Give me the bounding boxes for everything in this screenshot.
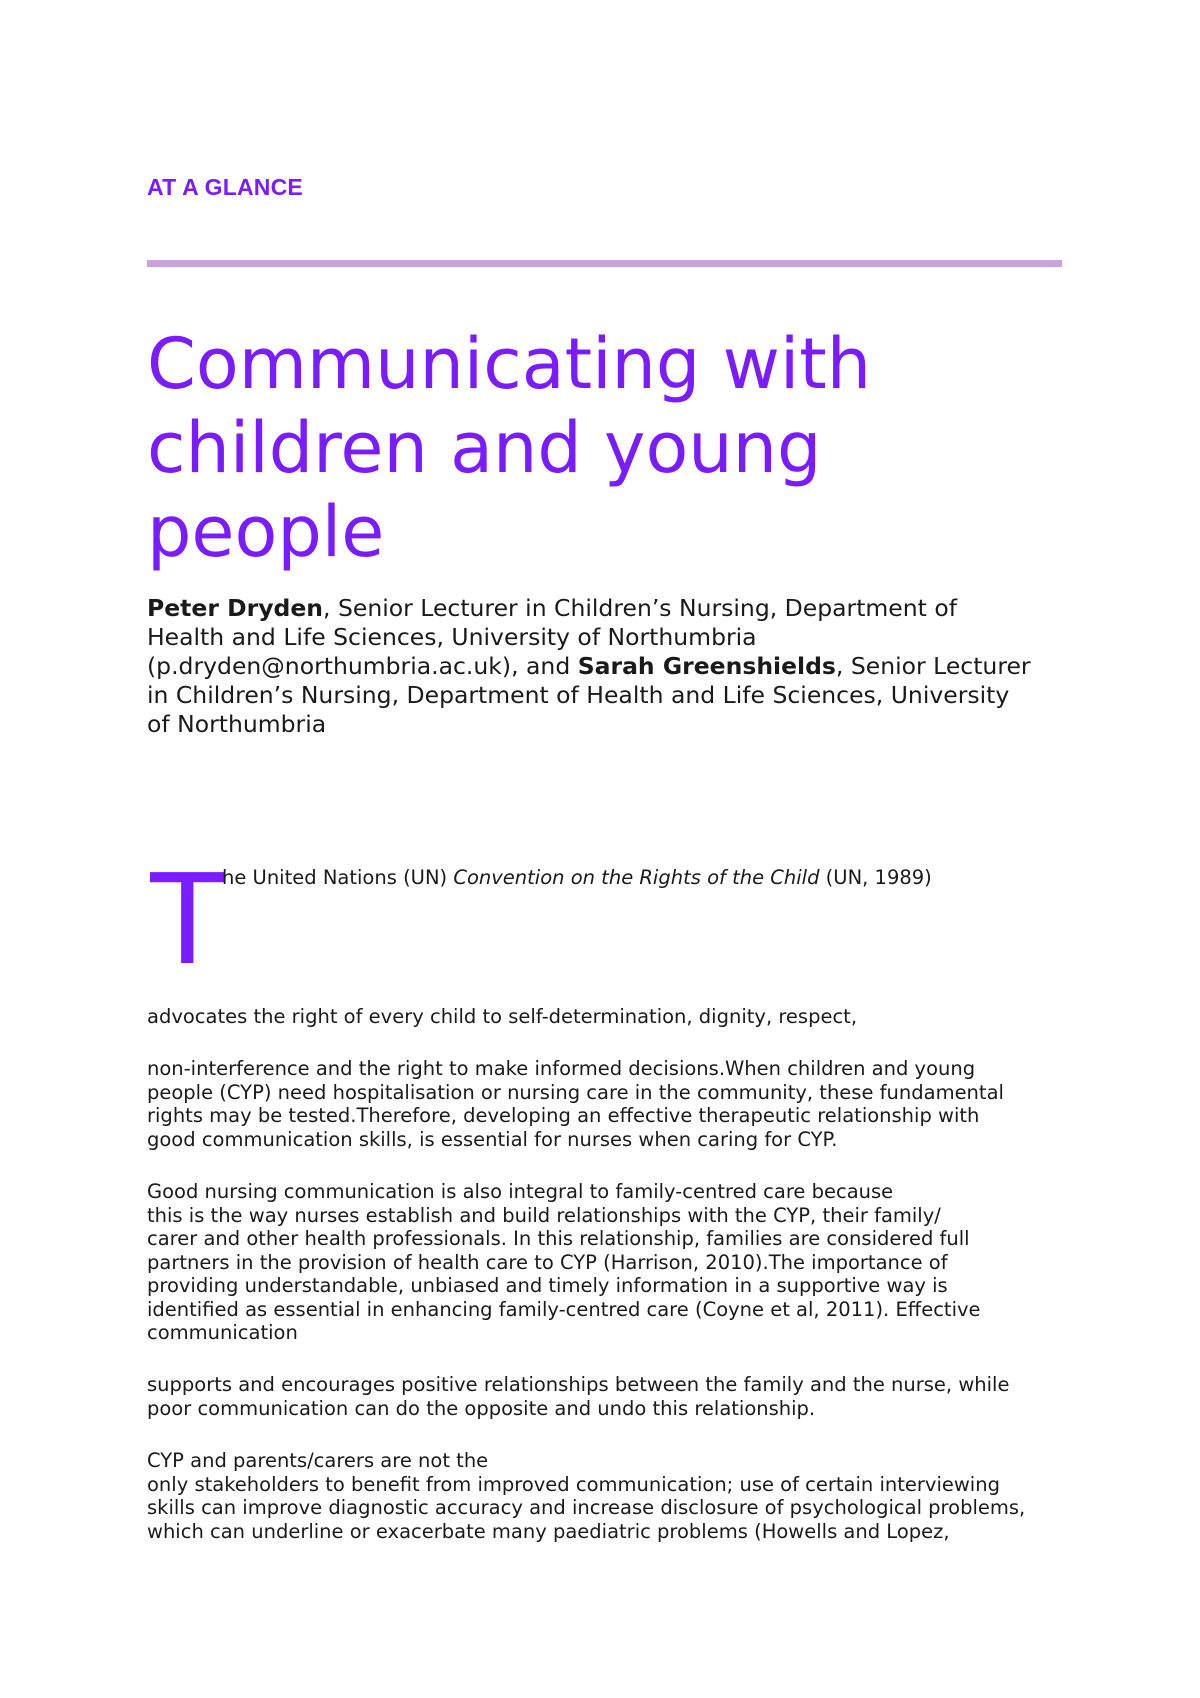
body-paragraph-5 — [147, 1449, 1077, 1543]
title-line: people — [147, 491, 385, 573]
paragraph-line: people (CYP) need hospitalisation or nursing care in the community, these fundamental — [147, 1080, 1004, 1104]
paragraph-line: communication — [147, 1321, 298, 1344]
paragraph-line: advocates the right of every child to self-determination, dignity, respect, — [147, 1005, 858, 1028]
header-divider — [147, 260, 1062, 267]
paragraph-line: only stakeholders to benefit from improved communication; use of certain interviewing — [147, 1472, 1000, 1496]
paragraph-line: providing understandable, unbiased and timely information in a supportive way is — [147, 1274, 948, 1297]
paragraph-line: which can underline or exacerbate many paediatric problems (Howells and Lopez, — [147, 1519, 950, 1543]
body-paragraph-2 — [147, 1057, 1077, 1151]
paragraph-line: poor communication can do the opposite and undo this relationship. — [147, 1396, 816, 1420]
intro-text: he United Nations (UN) — [222, 866, 454, 889]
paragraph-line: carer and other health professionals. In this relationship, families are considered full — [147, 1227, 970, 1250]
author-email: (p.dryden@northumbria.ac.uk), and — [147, 652, 578, 680]
author-name: Peter Dryden — [147, 594, 324, 622]
title-line: Communicating with — [147, 323, 872, 405]
title-line: children and young — [147, 407, 822, 489]
article-title — [147, 322, 1062, 574]
author-name: Sarah Greenshields — [577, 652, 836, 680]
section-kicker: AT A GLANCE — [147, 174, 303, 200]
convention-title: Convention on the Rights of the Child — [453, 866, 820, 889]
paragraph-line: Good nursing communication is also integral to family-centred care because — [147, 1180, 894, 1203]
paragraph-line: skills can improve diagnostic accuracy and increase disclosure of psychological problems, — [147, 1496, 1026, 1519]
body-paragraph-3 — [147, 1180, 1077, 1345]
body-paragraph-4 — [147, 1373, 1077, 1420]
intro-line — [222, 866, 932, 890]
author-byline — [147, 594, 1067, 739]
author-affiliation: of Northumbria — [147, 710, 327, 738]
author-affiliation: , Senior Lecturer — [835, 652, 1031, 680]
paragraph-line: rights may be tested.Therefore, developing an effective therapeutic relationship with — [147, 1104, 980, 1127]
author-affiliation: Health and Life Sciences, University of Northumbria — [147, 623, 757, 651]
paragraph-line: this is the way nurses establish and build relationships with the CYP, their family/ — [147, 1203, 941, 1227]
drop-cap: T — [147, 844, 228, 991]
paragraph-line: partners in the provision of health care to CYP (Harrison, 2010).The importance of — [147, 1250, 948, 1274]
paragraph-line: supports and encourages positive relationships between the family and the nurse, while — [147, 1373, 1010, 1396]
paragraph-line: good communication skills, is essential for nurses when caring for CYP. — [147, 1127, 838, 1151]
paragraph-line: non-interference and the right to make informed decisions.When children and young — [147, 1057, 976, 1080]
paragraph-line: CYP and parents/carers are not the — [147, 1449, 489, 1472]
paragraph-line: identified as essential in enhancing family-centred care (Coyne et al, 2011). Effective — [147, 1297, 981, 1321]
intro-citation: (UN, 1989) — [819, 866, 932, 889]
body-paragraph-1 — [147, 1005, 1077, 1029]
author-affiliation: , Senior Lecturer in Children’s Nursing, Department of — [323, 594, 957, 622]
author-affiliation: in Children’s Nursing, Department of Health and Life Sciences, University — [147, 681, 1010, 709]
